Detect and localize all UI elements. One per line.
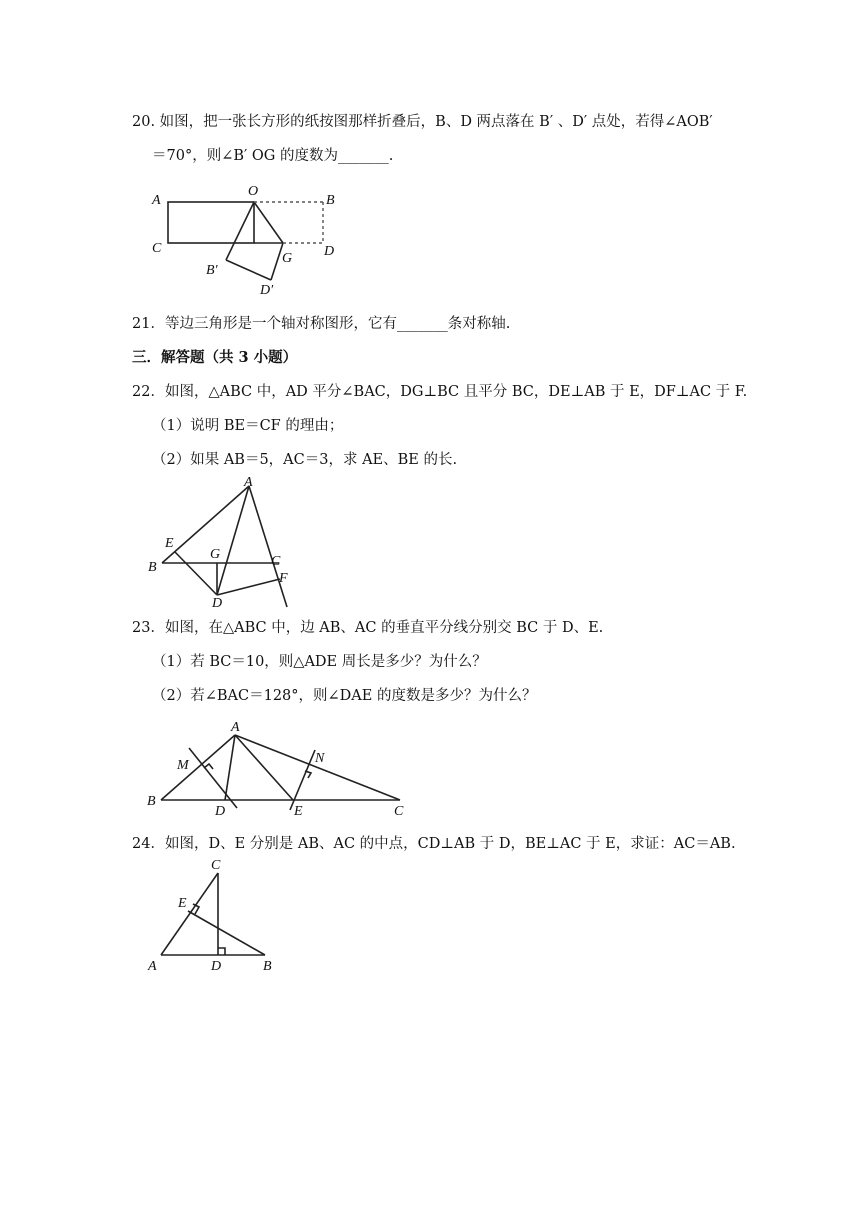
q24-text: 24．如图，D、E 分别是 AB、AC 的中点，CD⊥AB 于 D，BE⊥AC 于 E，求证：AC＝AB. [132,836,736,852]
q24-label-C: C [211,858,221,873]
q23-label-E: E [294,804,303,818]
q22-subquestion-1: （1）说明 BE＝CF 的理由； [152,418,344,434]
q23-label-A: A [231,720,240,735]
q23-label-N: N [315,751,325,766]
q20-text-line1: 20. 如图，把一张长方形的纸按图那样折叠后，B、D 两点落在 B′ 、D′ 点处，若得∠AOB′ [132,114,713,130]
q22-label-A: A [244,476,253,490]
q20-label-A: A [152,193,161,208]
q22-label-G: G [210,547,221,562]
q24-label-D: D [211,959,222,974]
q23-label-B: B [147,794,156,809]
q22-label-F: F [279,571,288,586]
q24-label-E: E [178,896,187,911]
q24-label-B: B [263,959,272,974]
q23-label-D: D [215,804,226,818]
q23-subquestion-2: （2）若∠BAC＝128°，则∠DAE 的度数是多少？为什么？ [152,688,537,704]
q22-label-C: C [271,554,281,569]
q20-figure [148,180,348,298]
q23-label-M: M [177,758,189,773]
q20-label-O: O [248,184,259,199]
q22-text-line1: 22．如图，△ABC 中，AD 平分∠BAC，DG⊥BC 且平分 BC，DE⊥AB 于 E，DF⊥AC 于 F. [132,384,748,400]
q23-label-C: C [394,804,404,818]
q20-label-C: C [152,241,162,256]
q20-text-line2: ＝70°，则∠B′ OG 的度数为_______. [152,148,394,164]
q23-figure [145,718,410,818]
q21-text: 21．等边三角形是一个轴对称图形，它有_______条对称轴. [132,316,511,332]
q22-figure [145,476,295,610]
q20-label-G: G [282,251,293,266]
q23-text-line1: 23．如图，在△ABC 中，边 AB、AC 的垂直平分线分别交 BC 于 D、E. [132,620,604,636]
section3-title: 三．解答题（共 3 小题） [132,349,298,366]
q20-label-D-prime: D′ [260,283,274,298]
q20-label-B-prime: B′ [206,263,218,278]
q24-label-A: A [148,959,157,974]
q22-label-E: E [165,536,174,551]
q22-label-D: D [212,596,223,610]
q24-figure [145,856,280,976]
q23-subquestion-1: （1）若 BC＝10，则△ADE 周长是多少？为什么？ [152,654,487,670]
q20-label-D: D [324,244,335,259]
q22-subquestion-2: （2）如果 AB＝5，AC＝3，求 AE、BE 的长. [152,452,458,468]
q20-label-B: B [326,193,335,208]
q22-label-B: B [148,560,157,575]
